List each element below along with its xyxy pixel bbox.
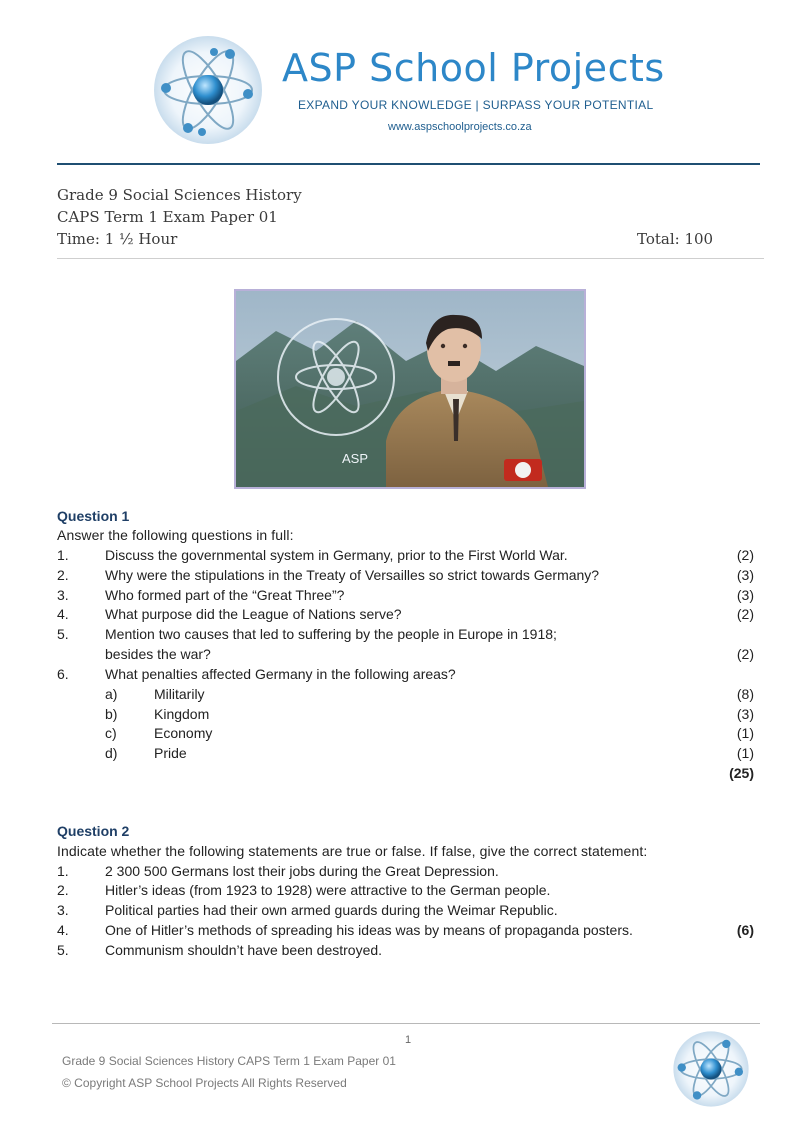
item-number: 3. [57,902,69,918]
item-mark: (3) [736,567,754,583]
subitem-text: Militarily [154,686,205,702]
item-number: 1. [57,863,69,879]
question-1-total-row [57,765,754,785]
item-text: Discuss the governmental system in Germany, prior to the First World War. [105,547,568,563]
subitem-text: Kingdom [154,706,210,722]
question-1-subitem [57,725,754,745]
paper-title: CAPS Term 1 Exam Paper 01 [57,208,278,226]
paper-time: Time: 1 ½ Hour [57,230,178,248]
item-number: 3. [57,587,69,603]
historical-portrait-picture [234,289,586,489]
page-number: 1 [405,1034,412,1046]
item-text: One of Hitler’s methods of spreading his ideas was by means of propaganda posters. [105,922,633,938]
info-divider [57,258,764,259]
item-mark: (3) [736,587,754,603]
footer-divider [52,1023,760,1024]
paper-total: Total: 100 [637,230,714,248]
subitem-mark: (3) [736,706,754,722]
item-number: 4. [57,606,69,622]
item-mark: (2) [736,547,754,563]
subitem-mark: (1) [736,725,754,741]
question-1-heading: Question 1 [57,508,130,524]
question-1-item [57,547,754,567]
item-text: What penalties affected Germany in the following areas? [105,666,456,682]
item-text: Who formed part of the “Great Three”? [105,587,345,603]
website-link[interactable]: www.aspschoolprojects.co.za [388,121,532,133]
item-text-continued: besides the war? [105,646,211,662]
question-1-subitem [57,706,754,726]
item-text: What purpose did the League of Nations serve? [105,606,402,622]
footer-copyright: © Copyright ASP School Projects All Rights Reserved [62,1076,347,1090]
item-text: Communism shouldn’t have been destroyed. [105,942,383,958]
question-1-subitem [57,745,754,765]
item-number: 2. [57,882,69,898]
question-1-item [57,606,754,626]
question-2-item [57,902,754,922]
question-1-item-continuation [57,646,754,666]
question-1-item [57,666,754,686]
subitem-text: Economy [154,725,213,741]
picture-watermark: ASP [342,451,369,466]
question-1-item [57,587,754,607]
brand-tagline: EXPAND YOUR KNOWLEDGE | SURPASS YOUR POTENTIAL [298,98,654,112]
asp-atom-logo [152,34,264,146]
question-2-instruction: Indicate whether the following statements are true or false. If false, give the correct statement: [57,843,648,859]
question-1-subitem [57,686,754,706]
item-text: Hitler’s ideas (from 1923 to 1928) were attractive to the German people. [105,882,551,898]
item-number: 5. [57,626,69,642]
question-2-item [57,863,754,883]
item-mark: (2) [736,606,754,622]
question-1-item [57,567,754,587]
item-text: Political parties had their own armed guards during the Weimar Republic. [105,902,558,918]
subitem-letter: a) [105,686,118,702]
question-2-item [57,882,754,902]
question-2-total: (6) [736,922,754,938]
question-2-heading: Question 2 [57,823,130,839]
item-number: 1. [57,547,69,563]
item-number: 4. [57,922,69,938]
item-number: 5. [57,942,69,958]
subitem-letter: d) [105,745,118,761]
question-1-total: (25) [729,765,754,781]
brand-name: ASP School Projects [282,46,665,90]
item-text: Why were the stipulations in the Treaty of Versailles so strict towards Germany? [105,567,600,583]
item-number: 2. [57,567,69,583]
item-text: Mention two causes that led to suffering by the people in Europe in 1918; [105,626,557,642]
subitem-letter: b) [105,706,118,722]
paper-subject: Grade 9 Social Sciences History [57,186,302,204]
footer-title: Grade 9 Social Sciences History CAPS Term 1 Exam Paper 01 [62,1054,396,1068]
subitem-letter: c) [105,725,117,741]
footer-atom-logo [672,1030,750,1108]
header-divider [57,163,760,165]
subitem-mark: (1) [736,745,754,761]
question-2-item [57,922,754,942]
item-number: 6. [57,666,69,682]
item-mark: (2) [736,646,754,662]
subitem-text: Pride [154,745,187,761]
subitem-mark: (8) [736,686,754,702]
question-1-instruction: Answer the following questions in full: [57,527,294,543]
question-2-item [57,942,754,962]
question-1-item [57,626,754,646]
item-text: 2 300 500 Germans lost their jobs during the Great Depression. [105,863,499,879]
